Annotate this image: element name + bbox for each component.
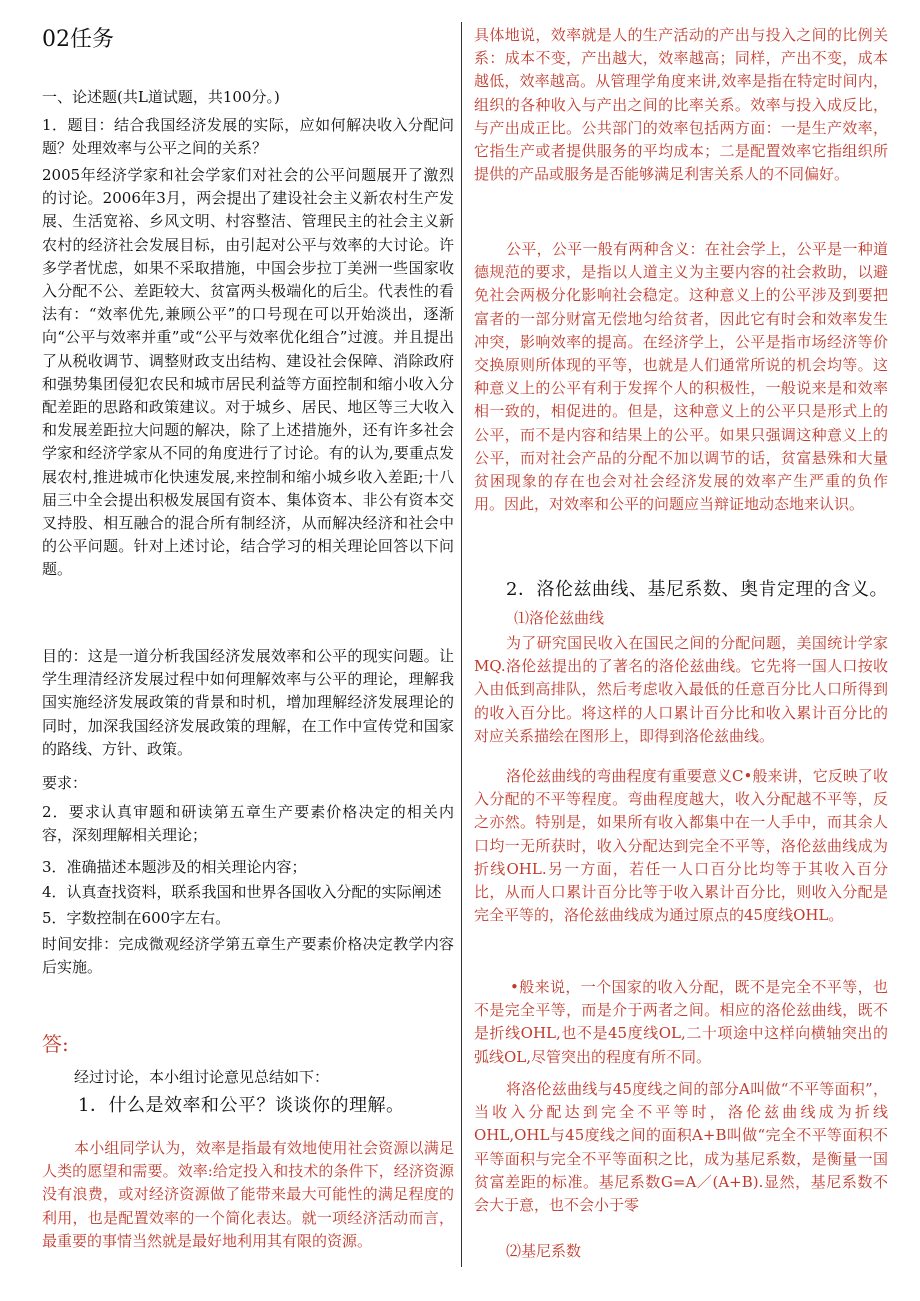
requirement-2: 2．要求认真审题和研读第五章生产要素价格决定的相关内容，深刻理解相关理论； bbox=[42, 803, 454, 845]
answer-paragraph-1: 本小组同学认为，效率是指最有效地使用社会资源以满足人类的愿望和需要。效率:给定投入和技术的条件下，经济资源没有浪费，或对经济资源做了能带来最大可能性的满足程度的利用，也是配置效率的一个简化表达。就一项经济活动而言，最重要的事情当然就是最好地利用其有限的资源。 bbox=[42, 1139, 454, 1250]
column-divider bbox=[461, 22, 462, 1267]
lorenz-paragraph-3: •般来说，一个国家的收入分配，既不是完全不平等，也不是完全平等，而是介于两者之间。相应的洛伦兹曲线，既不是折线OHL,也不是45度线OL,二十项途中这样向横轴突出的弧线OL,尽管突出的程度有所不同。 bbox=[474, 978, 888, 1066]
purpose-paragraph: 目的：这是一道分析我国经济发展效率和公平的现实问题。让学生理清经济发展过程中如何理解效率与公平的理论，理解我国实施经济发展政策的背景和时机，增加理解经济发展理论的同时，加深我国经济发展政策的理解，在工作中宣传党和国家的路线、方针、政策。 bbox=[42, 647, 454, 758]
answer-question-1: 1．什么是效率和公平？谈谈你的理解。 bbox=[78, 1095, 405, 1116]
requirements-label: 要求： bbox=[42, 774, 88, 792]
timing-paragraph: 时间安排：完成微观经济学第五章生产要素价格决定教学内容后实施。 bbox=[42, 935, 454, 977]
page-title: 02任务 bbox=[42, 27, 114, 52]
question-1: 1．题目：结合我国经济发展的实际，应如何解决收入分配问题？处理效率与公平之间的关系？ bbox=[42, 116, 454, 158]
gini-intro-paragraph: 将洛伦兹曲线与45度线之间的部分A叫做“不平等面积”，当收入分配达到完全不平等时，洛伦兹曲线成为折线OHL,OHL与45度线之间的面积A+B叫做“完全不平等面积不平等面积与完全不平等面积之比，成为基尼系数，是衡量一国贫富差距的标准。基尼系数G=A／(A+B).显然，基尼系数不会大于意，也不会小于零 bbox=[474, 1080, 888, 1215]
question-2-heading: 2．洛伦兹曲线、基尼系数、奥肯定理的含义。 bbox=[506, 579, 888, 600]
lorenz-curve-heading: ⑴洛伦兹曲线 bbox=[514, 609, 605, 627]
gini-heading: ⑵基尼系数 bbox=[506, 1242, 582, 1260]
section-intro: 一、论述题(共L道试题，共100分。) bbox=[42, 88, 280, 106]
lorenz-paragraph-1: 为了研究国民收入在国民之间的分配问题，美国统计学家MQ.洛伦兹提出的了著名的洛伦兹曲线。它先将一国人口按收入由低到高排队，然后考虑收入最低的任意百分比人口所得到的收入百分比。将这样的人口累计百分比和收入累计百分比的对应关系描绘在图形上，即得到洛伦兹曲线。 bbox=[474, 634, 888, 745]
requirement-4: 4．认真查找资料，联系我国和世界各国收入分配的实际阐述 bbox=[42, 883, 442, 901]
answer-intro: 经过讨论，本小组讨论意见总结如下： bbox=[74, 1068, 330, 1086]
efficiency-paragraph: 具体地说，效率就是人的生产活动的产出与投入之间的比例关系：成本不变，产出越大，效率越高；同样，产出不变，成本越低，效率越高。从管理学角度来讲,效率是指在特定时间内，组织的各种收入与产出之间的比率关系。效率与投入成反比，与产出成正比。公共部门的效率包括两方面：一是生产效率，它指生产或者提供服务的平均成本；二是配置效率它指组织所提供的产品或服务是否能够满足利害关系人的不同偏好。 bbox=[474, 26, 888, 184]
answer-label: 答: bbox=[42, 1032, 69, 1056]
requirement-5: 5．字数控制在600字左右。 bbox=[42, 909, 231, 927]
lorenz-paragraph-2: 洛伦兹曲线的弯曲程度有重要意义C•般来讲，它反映了收入分配的不平等程度。弯曲程度越大，收入分配越不平等，反之亦然。特别是，如果所有收入都集中在一人手中，而其余人口均一无所获时，收入分配达到完全不平等，洛伦兹曲线成为折线OHL.另一方面，若任一人口百分比均等于其收入百分比，从而人口累计百分比等于收入累计百分比，则收入分配是完全平等的，洛伦兹曲线成为通过原点的45度线OHL。 bbox=[474, 767, 888, 925]
requirement-3: 3．准确描述本题涉及的相关理论内容； bbox=[42, 858, 307, 876]
fairness-paragraph: 公平，公平一般有两种含义：在社会学上，公平是一种道德规范的要求，是指以人道主义为主要内容的社会救助，以避免社会两极分化影响社会稳定。这种意义上的公平涉及到要把富者的一部分财富无偿地匀给贫者，因此它有时会和效率发生冲突，影响效率的提高。在经济学上，公平是指市场经济等价交换原则所体现的平等，也就是人们通常所说的机会均等。这种意义上的公平有利于发挥个人的积极性，一般说来是和效率相一致的，相促进的。但是，这种意义上的公平只是形式上的公平，而不是内容和结果上的公平。如果只强调这种意义上的公平，而对社会产品的分配不加以调节的话，贫富悬殊和大量贫困现象的存在也会对社会经济发展的效率产生严重的负作用。因此，对效率和公平的问题应当辩证地动态地来认识。 bbox=[474, 240, 888, 514]
background-paragraph: 2005年经济学家和社会学家们对社会的公平问题展开了激烈的讨论。2006年3月，两会提出了建设社会主义新农村生产发展、生活宽裕、乡风文明、村容整洁、管理民主的社会主义新农村的经济社会发展目标，由引起对公平与效率的大讨论。许多学者忧虑，如果不采取措施，中国会步拉丁美洲一些国家收入分配不公、差距较大、贫富两头极端化的后尘。代表性的看法有：“效率优先,兼顾公平”的口号现在可以开始淡出，逐渐向“公平与效率并重”或“公平与效率优化组合”过渡。并且提出了从税收调节、调整财政支出结构、建设社会保障、消除政府和强势集团侵犯农民和城市居民利益等方面控制和缩小收入分配差距的思路和政策建议。对于城乡、居民、地区等三大收入和发展差距拉大问题的解决，除了上述措施外，还有许多社会学家和经济学家从不同的角度进行了讨论。有的认为,要重点发展农村,推进城市化快速发展,来控制和缩小城乡收入差距;十八届三中全会提出积极发展国有资本、集体资本、非公有资本交叉持股、相互融合的混合所有制经济，从而解决经济和社会中的公平问题。针对上述讨论，结合学习的相关理论回答以下问题。 bbox=[42, 166, 454, 579]
